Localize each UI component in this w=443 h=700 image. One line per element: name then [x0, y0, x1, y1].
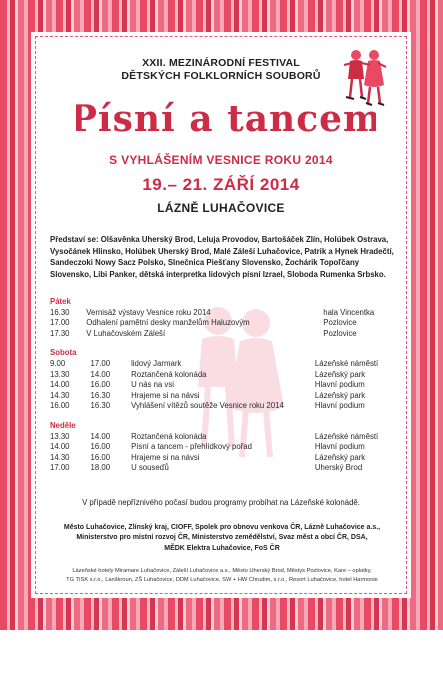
- schedule-row: [50, 453, 394, 464]
- event-place: Lázeňské náměstí: [314, 358, 379, 368]
- event-name: Hrajeme si na návsi: [131, 452, 200, 462]
- event-name: V Luhačovském Záleší: [86, 328, 166, 338]
- partners-line: MĚDK Elektra Luhačovice, FoS ČR: [164, 544, 280, 552]
- event-place: Lázeňské náměstí: [314, 431, 379, 441]
- event-name: lidový Jarmark: [131, 358, 182, 368]
- time-to: 14.00: [90, 369, 111, 379]
- sponsors-line: Lázeňské hotely Miramare Luhačovice, Záleší Luhačovice a.s., Město Uherský Brod, Městys Pozlovice, Kare – oplatky,: [72, 568, 372, 574]
- sponsors-list: [40, 567, 404, 585]
- time-to: 18.00: [90, 463, 111, 473]
- time-from: 9.00: [50, 358, 66, 368]
- time-from: 14.00: [50, 442, 70, 452]
- festival-subtitle: DĚTSKÝCH FOLKLORNÍCH SOUBORŮ: [121, 70, 321, 82]
- schedule-row: [50, 442, 394, 453]
- event-place: Uherský Brod: [314, 463, 363, 473]
- time-from: 17.00: [50, 318, 70, 328]
- time-to: 16.00: [90, 442, 111, 452]
- partners-line: Město Luhačovice, Zlínský kraj, CIOFF, Spolek pro obnovu venkova ČR, Lázně Luhačovice a.s.,: [63, 524, 381, 531]
- festival-dates: 19.– 21. ZÁŘÍ 2014: [142, 175, 300, 194]
- time-to: 16.30: [90, 390, 111, 400]
- time-to: 16.00: [90, 380, 111, 390]
- schedule-row: [50, 432, 394, 443]
- event-name: U nás na vsi: [131, 380, 174, 390]
- partners-list: [44, 523, 400, 554]
- weather-note: V případě nepříznivého počasí budou programy probíhat na Lázeňské kolonádě.: [82, 498, 360, 507]
- event-place: Pozlovice: [323, 318, 357, 328]
- time-from: 17.30: [50, 328, 70, 338]
- day-heading-friday: Pátek: [50, 297, 71, 306]
- festival-title: [76, 85, 376, 149]
- partners-line: Ministerstvo pro místní rozvoj ČR, Ministerstvo zemědělství, Svaz měst a obcí ČR, DSA,: [76, 534, 368, 542]
- schedule-row: [50, 391, 394, 402]
- schedule-row: [50, 359, 394, 370]
- schedule-row: [50, 401, 394, 412]
- festival-venue: LÁZNĚ LUHAČOVICE: [157, 201, 285, 215]
- event-name: U souseďů: [131, 463, 169, 473]
- village-award-subtitle: S VYHLÁŠENÍM VESNICE ROKU 2014: [109, 153, 333, 167]
- event-name: Vyhlášení vítězů soutěže Vesnice roku 2014: [131, 401, 284, 411]
- time-from: 14.00: [50, 380, 70, 390]
- schedule-row: [50, 380, 394, 391]
- event-name: Roztančená kolonáda: [131, 369, 207, 379]
- schedule-row: [50, 329, 394, 340]
- time-to: 14.00: [90, 431, 111, 441]
- event-place: Hlavní podium: [314, 401, 365, 411]
- day-heading-sunday: Neděle: [50, 420, 76, 430]
- time-from: 16.30: [50, 307, 70, 317]
- schedule-row: [50, 318, 394, 329]
- event-name: Písní a tancem - přehlídkový pořad: [131, 442, 252, 452]
- event-name: Hrajeme si na návsi: [131, 390, 200, 400]
- event-name: Roztančená kolonáda: [131, 431, 207, 441]
- event-place: Pozlovice: [323, 328, 357, 338]
- time-from: 16.00: [50, 401, 70, 411]
- event-place: Lázeňský park: [314, 390, 366, 400]
- day-heading-saturday: Sobota: [50, 348, 77, 358]
- schedule-row: [50, 308, 394, 319]
- performers-list: Představí se: Olšavěnka Uherský Brod, Leluja Provodov, Bartošáček Zlín, Holúbek Ostrava, Vysočánek Hlinsko, Holúbek Uherský Brod, Malé Záleší Luhačovice, Patrik a Hynek Hradečtí, Sandeczoki Nowy Sacz Polsko, Slnečnica Piešťany Slovensko, Žochárik Topoľčany Slovensko, Libi Panker, dětská interpretka lidových písní Izrael, Sloboda Rumenka Srbsko.: [50, 235, 394, 279]
- schedule-row: [50, 370, 394, 381]
- festival-number: XXII. MEZINÁRODNÍ FESTIVAL: [142, 57, 300, 69]
- festival-title-text: Písní a tancem: [76, 98, 376, 140]
- time-from: 17.00: [50, 463, 70, 473]
- program-schedule: [50, 297, 394, 474]
- time-from: 13.30: [50, 431, 70, 441]
- time-from: 14.30: [50, 390, 70, 400]
- time-to: 16.00: [90, 452, 111, 462]
- event-place: Lázeňský park: [314, 369, 366, 379]
- event-name: Odhalení pamětní desky manželům Haluzovým: [86, 318, 250, 328]
- event-name: Vernisáž výstavy Vesnice roku 2014: [86, 307, 211, 317]
- event-place: Hlavní podium: [314, 380, 365, 390]
- time-to: 16.30: [90, 401, 111, 411]
- time-to: 17.00: [90, 358, 111, 368]
- poster-panel: [35, 36, 407, 594]
- time-from: 13.30: [50, 369, 70, 379]
- time-from: 14.30: [50, 452, 70, 462]
- sponsors-line: TG TISK s.r.o., Lanškroun, ZŠ Luhačovice, DDM Luhačovice, SW + HW Chrudim, s.r.o., Resort Luhačovice, hotel Harmonie: [66, 577, 378, 583]
- event-place: Hlavní podium: [314, 442, 365, 452]
- event-place: Lázeňský park: [314, 452, 366, 462]
- event-place: hala Vincentka: [323, 307, 375, 317]
- schedule-row: [50, 463, 394, 474]
